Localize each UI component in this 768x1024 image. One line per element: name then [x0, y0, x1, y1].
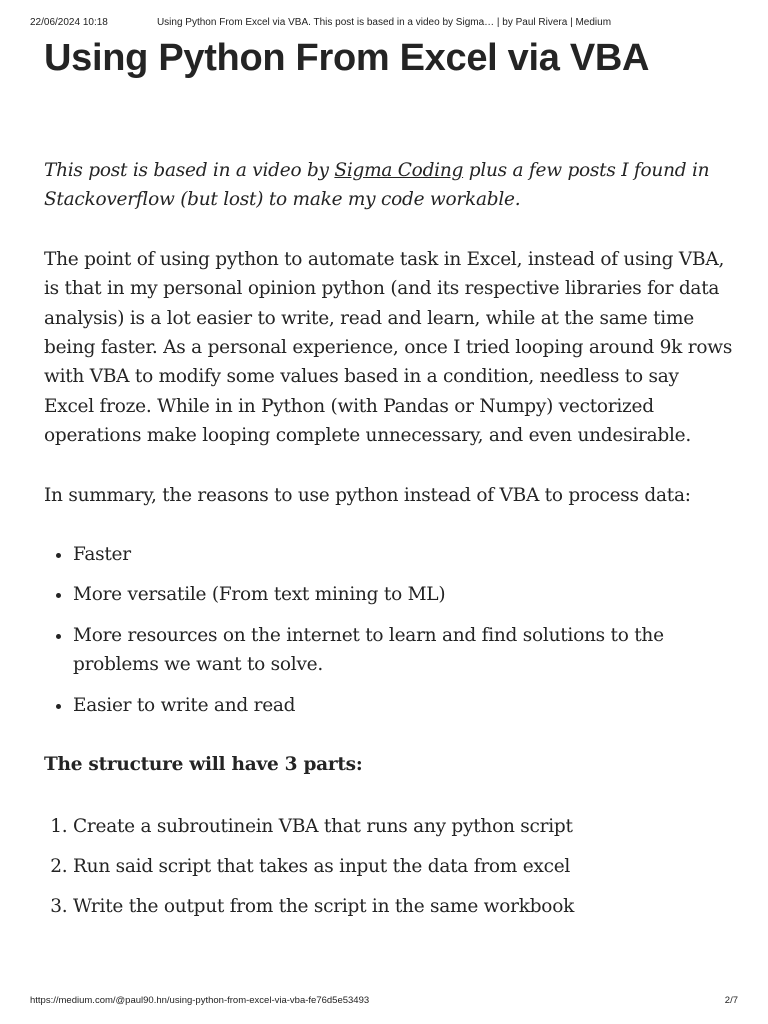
print-datetime: 22/06/2024 10:18 [30, 17, 108, 28]
steps-list [44, 812, 734, 922]
list-item: 3. Write the output from the script in the same workbook [73, 892, 734, 921]
list-item: 2. Run said script that takes as input the data from excel [73, 852, 734, 881]
rationale-paragraph: The point of using python to automate task in Excel, instead of using VBA, is that in my personal opinion python (and its respective libraries for data analysis) is a lot easier to write, read and learn, while at the same time being faster. As a personal experience, once I tried looping around 9k rows with VBA to modify some values based in a condition, needless to say Excel froze. While in in Python (with Pandas or Numpy) vectorized operations make looping complete unnecessary, and even undesirable. [44, 248, 733, 447]
list-item: • Faster [73, 540, 734, 569]
list-item: 1. Create a subroutinein VBA that runs any python script [73, 812, 734, 841]
article-title: Using Python From Excel via VBA [44, 37, 650, 79]
reasons-list [44, 540, 734, 720]
structure-heading: The structure will have 3 parts: [44, 754, 363, 776]
article-body [44, 30, 734, 933]
list-item: • More resources on the internet to learn and find solutions to the problems we want to solve. [73, 621, 734, 680]
print-page-url: https://medium.com/@paul90.hn/using-python-from-excel-via-vba-fe76d5e53493 [30, 995, 370, 1006]
intro-paragraph [44, 156, 734, 215]
print-page-number: 2/7 [724, 995, 738, 1006]
summary-paragraph: In summary, the reasons to use python instead of VBA to process data: [44, 484, 691, 506]
print-page-title: Using Python From Excel via VBA. This post is based in a video by Sigma… | by Paul Rivera | Medium [156, 17, 612, 28]
list-item: • Easier to write and read [73, 691, 734, 720]
list-item: • More versatile (From text mining to ML) [73, 580, 734, 609]
intro-text-after: plus a few posts I found in Stackoverflow (but lost) to make my code workable. [44, 160, 710, 211]
sigma-coding-link[interactable]: Sigma Coding [334, 160, 464, 181]
intro-text-before: This post is based in a video by [44, 160, 335, 181]
